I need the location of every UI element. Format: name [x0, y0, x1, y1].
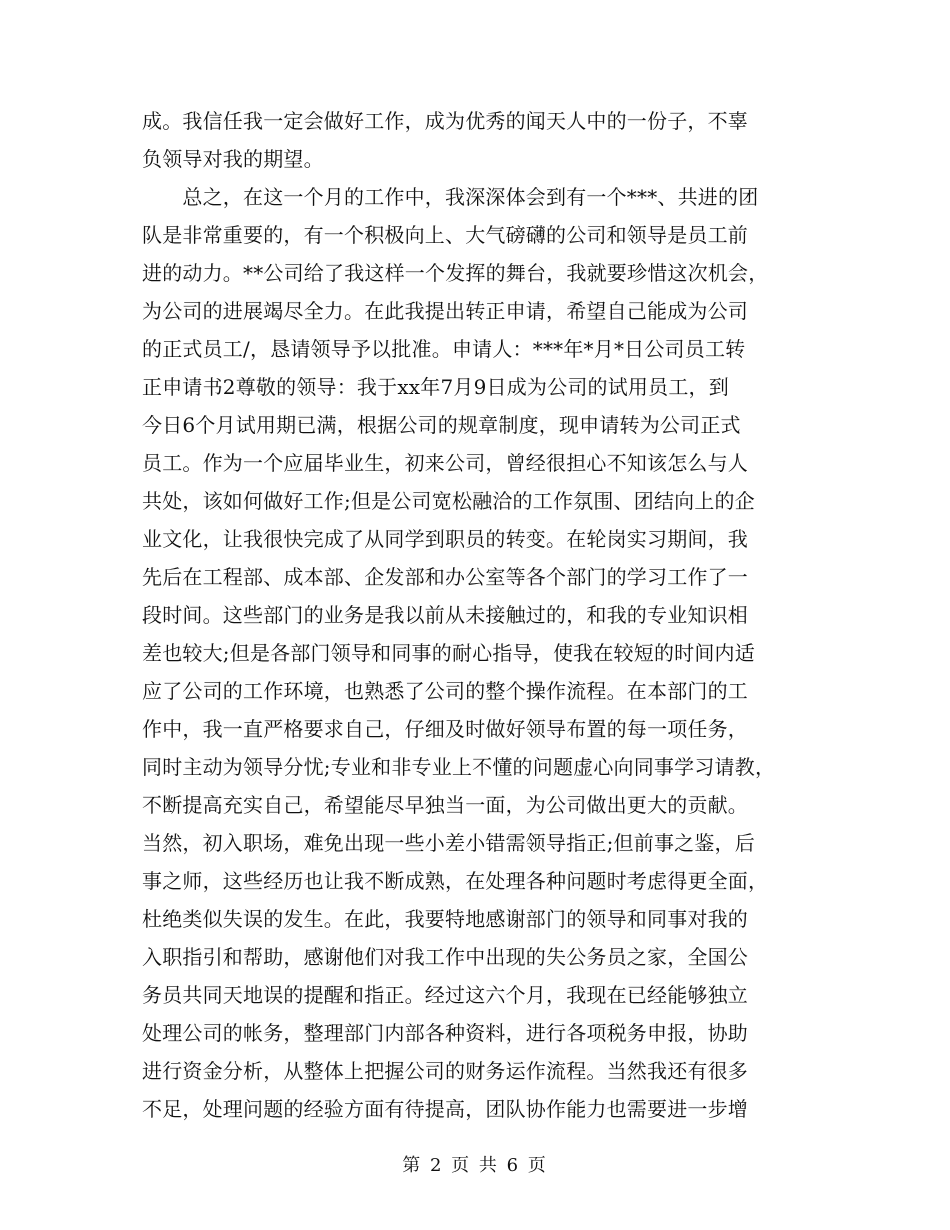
text-line: 杜绝类似失误的发生。在此，我要特地感谢部门的领导和同事对我的	[142, 907, 748, 931]
text-line: 进行资金分析，从整体上把握公司的财务运作流程。当然我还有很多	[142, 1059, 748, 1083]
text-line: 的正式员工/，恳请领导予以批准。申请人：***年*月*日公司员工转	[142, 337, 746, 361]
text-line: 不断提高充实自己，希望能尽早独当一面，为公司做出更大的贡献。	[142, 793, 748, 817]
text-line: 为公司的进展竭尽全力。在此我提出转正申请，希望自己能成为公司	[142, 299, 748, 323]
text-line: 总之，在这一个月的工作中，我深深体会到有一个***、共进的团	[142, 185, 759, 209]
text-line: 差也较大;但是各部门领导和同事的耐心指导，使我在较短的时间内适	[142, 641, 755, 665]
text-line: 员工。作为一个应届毕业生，初来公司，曾经很担心不知该怎么与人	[142, 451, 748, 475]
text-line: 作中，我一直严格要求自己，仔细及时做好领导布置的每一项任务，	[142, 717, 748, 741]
text-line: 业文化，让我很快完成了从同学到职员的转变。在轮岗实习期间，我	[142, 527, 748, 551]
text-line: 今日6个月试用期已满，根据公司的规章制度，现申请转为公司正式	[142, 413, 741, 437]
text-line: 不足，处理问题的经验方面有待提高，团队协作能力也需要进一步增	[142, 1097, 748, 1121]
text-line: 成。我信任我一定会做好工作，成为优秀的闻天人中的一份子，不辜	[142, 109, 748, 133]
text-line: 正申请书2尊敬的领导：我于xx年7月9日成为公司的试用员工，到	[142, 375, 729, 399]
page-number-footer: 第 2 页 共 6 页	[402, 1155, 548, 1176]
text-line: 负领导对我的期望。	[142, 147, 324, 171]
text-line: 入职指引和帮助，感谢他们对我工作中出现的失公务员之家，全国公	[142, 945, 748, 969]
text-line: 队是非常重要的，有一个积极向上、大气磅礴的公司和领导是员工前	[142, 223, 748, 247]
body-text	[142, 102, 842, 1128]
text-line: 处理公司的帐务，整理部门内部各种资料，进行各项税务申报，协助	[142, 1021, 748, 1045]
text-line: 事之师，这些经历也让我不断成熟，在处理各种问题时考虑得更全面，	[142, 869, 769, 893]
text-line: 段时间。这些部门的业务是我以前从未接触过的，和我的专业知识相	[142, 603, 748, 627]
text-line: 共处，该如何做好工作;但是公司宽松融洽的工作氛围、团结向上的企	[142, 489, 755, 513]
text-line: 先后在工程部、成本部、企发部和办公室等各个部门的学习工作了一	[142, 565, 748, 589]
text-line: 同时主动为领导分忧;专业和非专业上不懂的问题虚心向同事学习请教，	[142, 755, 776, 779]
text-line: 应了公司的工作环境，也熟悉了公司的整个操作流程。在本部门的工	[142, 679, 748, 703]
text-line: 进的动力。**公司给了我这样一个发挥的舞台，我就要珍惜这次机会，	[142, 261, 769, 285]
text-line: 当然，初入职场，难免出现一些小差小错需领导指正;但前事之鉴，后	[142, 831, 755, 855]
text-line: 务员共同天地误的提醒和指正。经过这六个月，我现在已经能够独立	[142, 983, 748, 1007]
